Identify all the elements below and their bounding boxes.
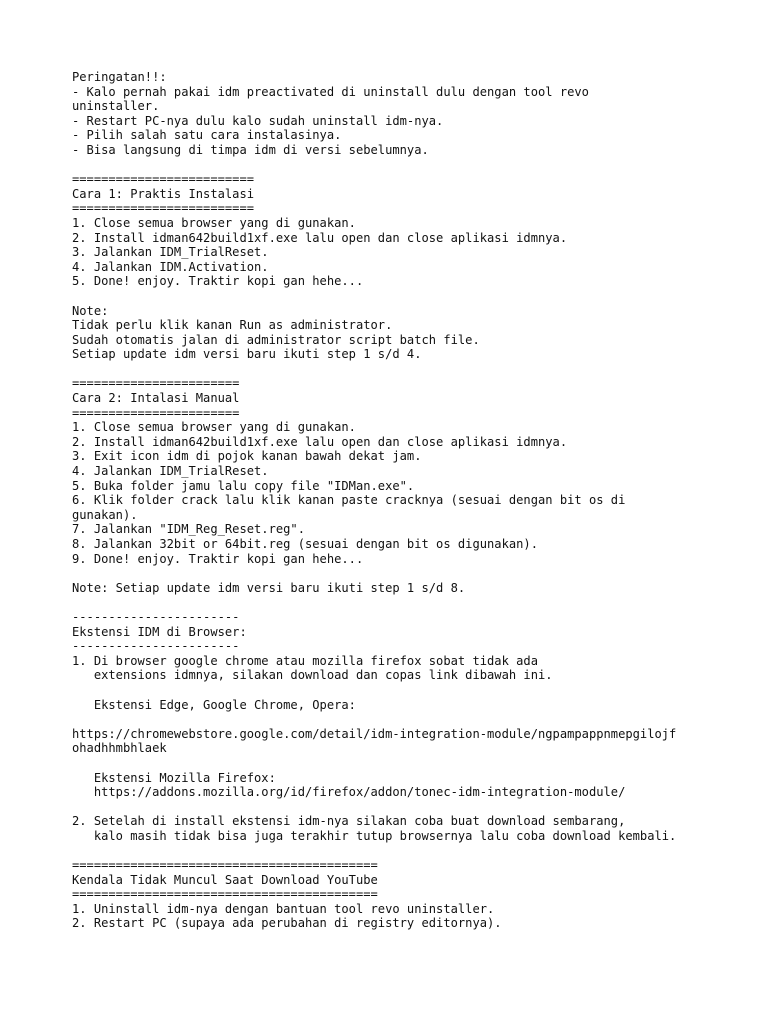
document-line: 7. Jalankan "IDM_Reg_Reset.reg".	[72, 522, 305, 537]
document-line: extensions idmnya, silakan download dan copas link dibawah ini.	[72, 668, 553, 683]
document-line	[72, 566, 712, 581]
document-line: 2. Restart PC (supaya ada perubahan di registry editornya).	[72, 916, 502, 931]
document-line: =======================	[72, 405, 240, 420]
document-line: 5. Buka folder jamu lalu copy file "IDMan.exe".	[72, 478, 415, 493]
document-line: 1. Di browser google chrome atau mozilla firefox sobat tidak ada	[72, 653, 538, 668]
document-body	[72, 70, 712, 931]
document-line: ohadhhmbhlaek	[72, 741, 167, 756]
document-line: 5. Done! enjoy. Traktir kopi gan hehe...	[72, 274, 364, 289]
document-line	[72, 800, 712, 815]
document-line: 4. Jalankan IDM.Activation.	[72, 259, 269, 274]
document-line: 9. Done! enjoy. Traktir kopi gan hehe...	[72, 551, 364, 566]
document-line: - Kalo pernah pakai idm preactivated di uninstall dulu dengan tool revo	[72, 84, 589, 99]
document-line: gunakan).	[72, 507, 138, 522]
document-line: =========================	[72, 201, 255, 216]
document-line: Kendala Tidak Muncul Saat Download YouTube	[72, 872, 378, 887]
document-line: - Restart PC-nya dulu kalo sudah uninstall idm-nya.	[72, 113, 444, 128]
document-line	[72, 595, 712, 610]
document-line: 2. Install idman642build1xf.exe lalu open dan close aplikasi idmnya.	[72, 230, 568, 245]
document-line: 3. Jalankan IDM_TrialReset.	[72, 245, 269, 260]
document-line	[72, 158, 712, 173]
document-line: ==========================================	[72, 887, 378, 902]
document-line: Sudah otomatis jalan di administrator script batch file.	[72, 332, 480, 347]
document-line: uninstaller.	[72, 99, 160, 114]
document-line: 1. Close semua browser yang di gunakan.	[72, 215, 356, 230]
document-line: 3. Exit icon idm di pojok kanan bawah dekat jam.	[72, 449, 422, 464]
document-line: Cara 1: Praktis Instalasi	[72, 186, 255, 201]
document-line: ==========================================	[72, 858, 378, 873]
document-line: Peringatan!!:	[72, 70, 167, 84]
document-line: 1. Uninstall idm-nya dengan bantuan tool revo uninstaller.	[72, 901, 495, 916]
document-line: Tidak perlu klik kanan Run as administrator.	[72, 318, 393, 333]
document-line: =======================	[72, 376, 240, 391]
document-line	[72, 362, 712, 377]
document-line: https://chromewebstore.google.com/detail/idm-integration-module/ngpampappnmepgilojf	[72, 726, 677, 741]
document-line	[72, 756, 712, 771]
document-line: Note:	[72, 303, 109, 318]
document-line: https://addons.mozilla.org/id/firefox/addon/tonec-idm-integration-module/	[72, 785, 626, 800]
document-line: -----------------------	[72, 639, 240, 654]
document-line: =========================	[72, 172, 255, 187]
document-line	[72, 843, 712, 858]
document-line: 4. Jalankan IDM_TrialReset.	[72, 464, 269, 479]
document-line: Ekstensi IDM di Browser:	[72, 624, 247, 639]
document-line: 8. Jalankan 32bit or 64bit.reg (sesuai dengan bit os digunakan).	[72, 537, 538, 551]
document-line: Cara 2: Intalasi Manual	[72, 391, 240, 406]
document-line	[72, 683, 712, 698]
document-line: 2. Setelah di install ekstensi idm-nya silakan coba buat download sembarang,	[72, 814, 626, 829]
document-line: Ekstensi Mozilla Firefox:	[72, 770, 276, 785]
document-line: Note: Setiap update idm versi baru ikuti step 1 s/d 8.	[72, 580, 466, 595]
document-line: Setiap update idm versi baru ikuti step 1 s/d 4.	[72, 347, 422, 362]
document-line: kalo masih tidak bisa juga terakhir tutup browsernya lalu coba download kembali.	[72, 828, 677, 843]
document-line: 2. Install idman642build1xf.exe lalu open dan close aplikasi idmnya.	[72, 434, 568, 449]
document-line: 1. Close semua browser yang di gunakan.	[72, 420, 356, 435]
document-line	[72, 289, 712, 304]
document-line: Ekstensi Edge, Google Chrome, Opera:	[72, 697, 356, 712]
document-line	[72, 712, 712, 727]
document-line: - Bisa langsung di timpa idm di versi sebelumnya.	[72, 142, 429, 157]
document-line: -----------------------	[72, 609, 240, 624]
document-line: 6. Klik folder crack lalu klik kanan paste cracknya (sesuai dengan bit os di	[72, 493, 626, 508]
document-line: - Pilih salah satu cara instalasinya.	[72, 128, 342, 143]
